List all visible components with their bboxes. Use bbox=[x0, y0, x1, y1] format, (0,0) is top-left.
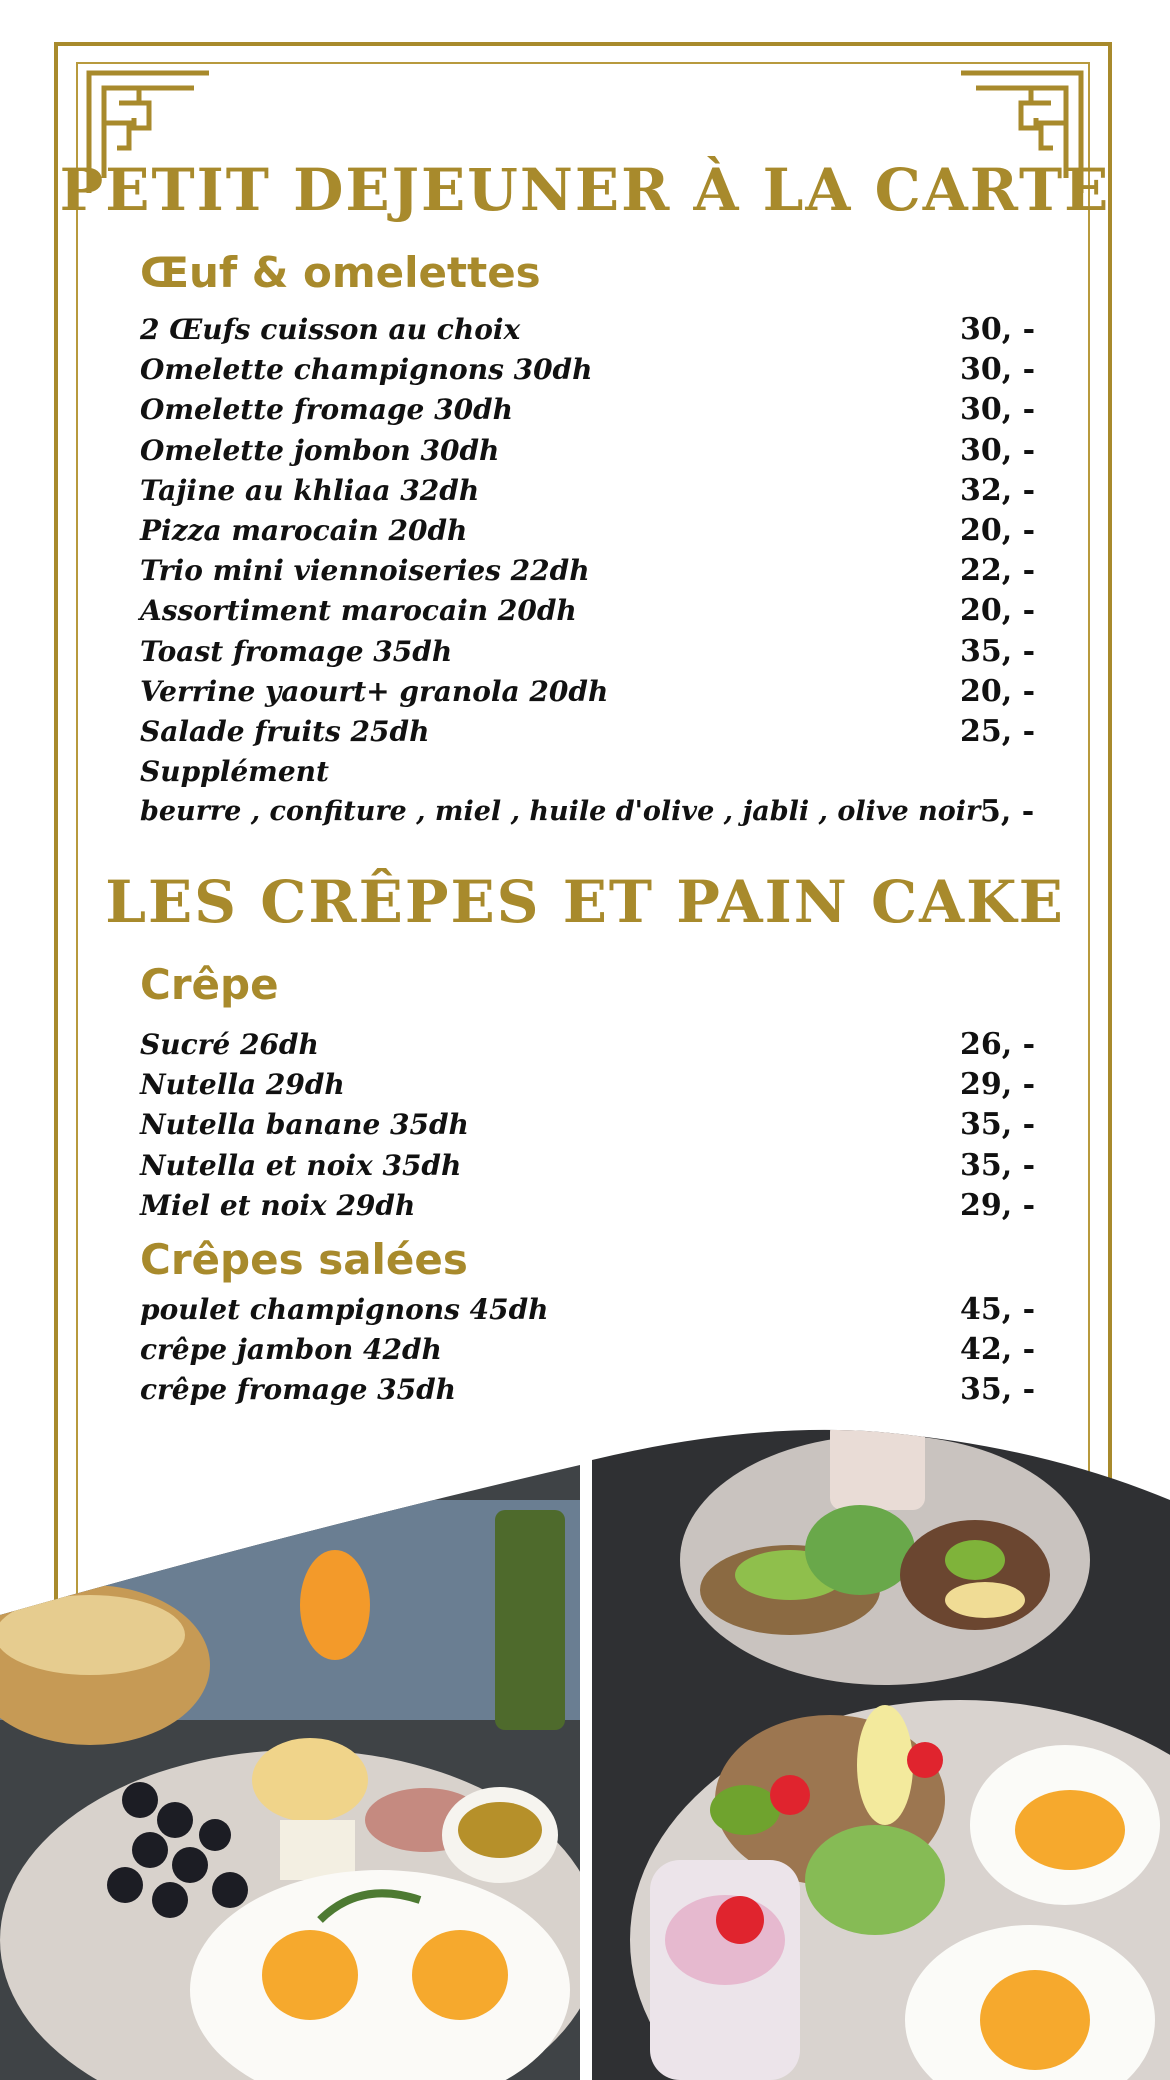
menu-item bbox=[140, 390, 1036, 430]
item-price: 35, - bbox=[960, 633, 1036, 669]
menu-item bbox=[140, 1065, 1036, 1105]
item-name: Miel et noix 29dh bbox=[140, 1188, 416, 1222]
menu-title-crepes: LES CRÊPES ET PAIN CAKE bbox=[105, 868, 1065, 936]
menu-item bbox=[140, 1330, 1036, 1370]
item-name: Omelette champignons 30dh bbox=[140, 353, 593, 387]
item-price: 20, - bbox=[960, 673, 1036, 709]
item-price: 35, - bbox=[960, 1107, 1036, 1143]
menu-item bbox=[140, 672, 1036, 712]
menu-item bbox=[140, 511, 1036, 551]
item-name: poulet champignons 45dh bbox=[140, 1293, 549, 1326]
item-price: 29, - bbox=[960, 1067, 1036, 1103]
item-price: 30, - bbox=[960, 432, 1036, 468]
menu-item bbox=[140, 1146, 1036, 1186]
item-name: 2 Œufs cuisson au choix bbox=[140, 313, 521, 346]
category-savory-crepes: Crêpes salées bbox=[140, 1235, 468, 1284]
item-name: Nutella banane 35dh bbox=[140, 1108, 469, 1142]
category-crepe: Crêpe bbox=[140, 960, 279, 1009]
menu-item-supplements bbox=[140, 792, 1035, 832]
menu-item bbox=[140, 431, 1036, 471]
item-name: Salade fruits 25dh bbox=[140, 714, 430, 748]
item-name: Verrine yaourt+ granola 20dh bbox=[140, 674, 609, 708]
food-photo-collage bbox=[0, 1380, 1170, 2080]
menu-item bbox=[140, 310, 1036, 350]
item-price: 45, - bbox=[960, 1292, 1036, 1327]
item-name: beurre , confiture , miel , huile d'olive , jabli , olive noir bbox=[140, 796, 981, 828]
item-name: Tajine au khliaa 32dh bbox=[140, 473, 480, 507]
item-price: 5, - bbox=[980, 794, 1035, 830]
item-price: 20, - bbox=[960, 512, 1036, 548]
menu-item bbox=[140, 551, 1036, 591]
menu-item bbox=[140, 1290, 1036, 1330]
item-name: Supplément bbox=[140, 755, 329, 789]
item-name: crêpe fromage 35dh bbox=[140, 1373, 457, 1407]
menu-item bbox=[140, 350, 1036, 390]
item-name: Omelette fromage 30dh bbox=[140, 393, 513, 427]
menu-item bbox=[140, 1025, 1036, 1065]
item-price: 42, - bbox=[960, 1332, 1036, 1368]
item-price: 30, - bbox=[960, 392, 1036, 428]
item-name: Pizza marocain 20dh bbox=[140, 513, 468, 547]
item-price: 22, - bbox=[960, 553, 1036, 589]
item-name: Toast fromage 35dh bbox=[140, 634, 453, 668]
menu-item bbox=[140, 1105, 1036, 1145]
crepe-menu-list bbox=[140, 1025, 1036, 1226]
crepes-plate-photo bbox=[592, 1380, 1170, 2080]
category-eggs-omelettes: Œuf & omelettes bbox=[140, 248, 541, 297]
menu-item-supplement-heading bbox=[140, 752, 1030, 792]
menu-title-breakfast: PETIT DEJEUNER À LA CARTE bbox=[59, 156, 1111, 224]
item-price: 20, - bbox=[960, 593, 1036, 629]
item-price: 29, - bbox=[960, 1187, 1036, 1223]
item-price: 32, - bbox=[960, 472, 1036, 508]
item-name: Trio mini viennoiseries 22dh bbox=[140, 554, 590, 588]
item-price: 35, - bbox=[960, 1372, 1036, 1408]
eggs-menu-list bbox=[140, 310, 1036, 832]
item-name: Nutella et noix 35dh bbox=[140, 1148, 462, 1182]
breakfast-plate-photo bbox=[0, 1380, 600, 2080]
item-price: 25, - bbox=[960, 713, 1036, 749]
menu-item bbox=[140, 712, 1036, 752]
item-name: Nutella 29dh bbox=[140, 1068, 345, 1102]
menu-item bbox=[140, 471, 1036, 511]
item-name: Omelette jombon 30dh bbox=[140, 433, 500, 467]
menu-item bbox=[140, 591, 1036, 631]
item-price: 30, - bbox=[960, 352, 1036, 388]
item-name: crêpe jambon 42dh bbox=[140, 1333, 442, 1367]
item-price: 30, - bbox=[960, 312, 1036, 347]
item-price: 26, - bbox=[960, 1027, 1036, 1062]
item-name: Sucré 26dh bbox=[140, 1028, 319, 1061]
item-name: Assortiment marocain 20dh bbox=[140, 594, 577, 628]
menu-item bbox=[140, 1186, 1036, 1226]
item-price: 35, - bbox=[960, 1147, 1036, 1183]
menu-item bbox=[140, 632, 1036, 672]
